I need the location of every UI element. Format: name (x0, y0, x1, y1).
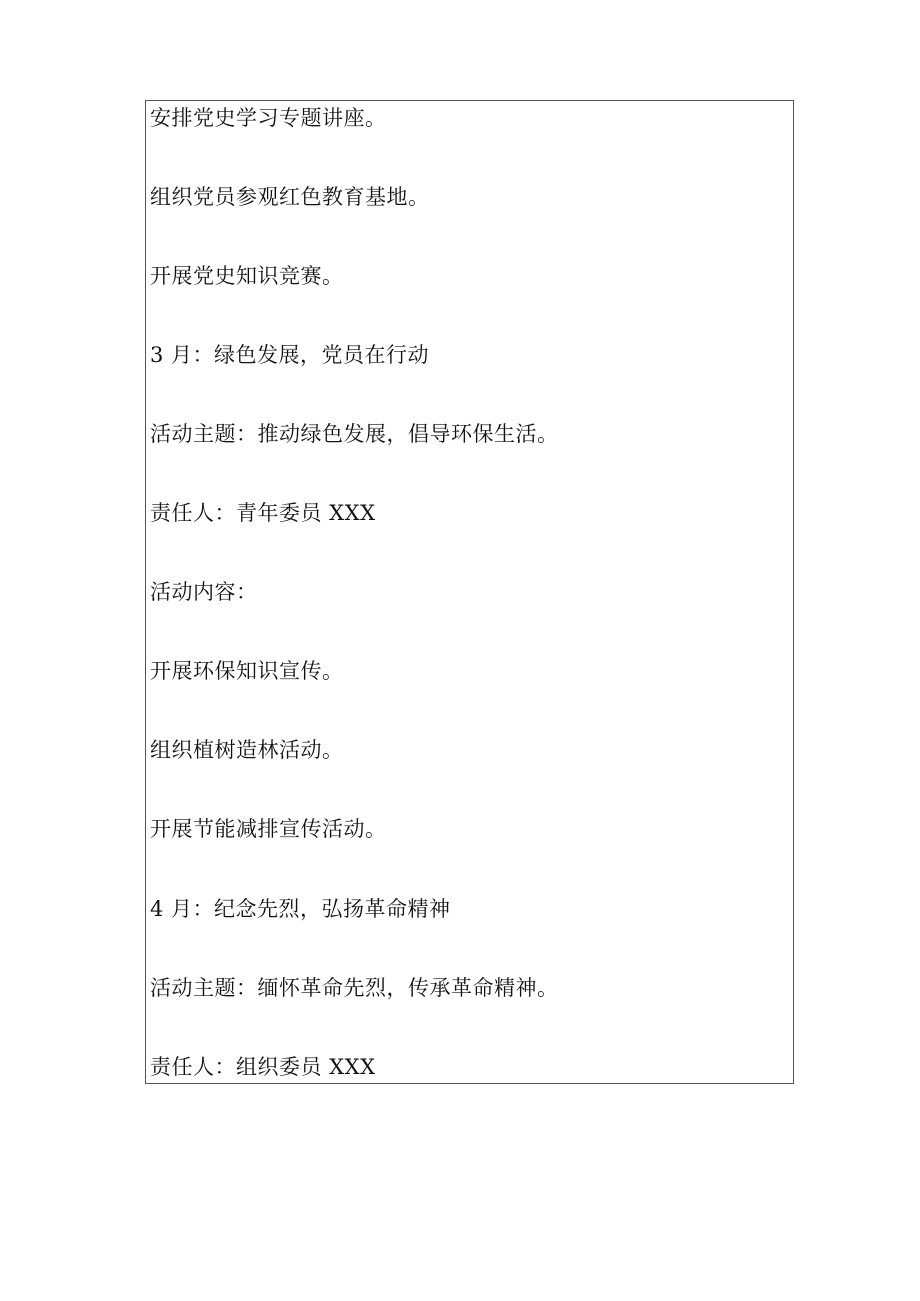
text-line-april-responsible: 责任人：组织委员 XXX (150, 1055, 376, 1079)
text-line-april-theme: 活动主题：缅怀革命先烈，传承革命精神。 (150, 976, 559, 1000)
text-line-energy-saving: 开展节能减排宣传活动。 (150, 817, 387, 841)
text-line-visit-base: 组织党员参观红色教育基地。 (150, 185, 430, 209)
text-line-eco-promotion: 开展环保知识宣传。 (150, 659, 344, 683)
text-line-april-heading: 4 月：纪念先烈，弘扬革命精神 (150, 897, 451, 921)
text-line-quiz: 开展党史知识竞赛。 (150, 264, 344, 288)
text-line-march-heading: 3 月：绿色发展，党员在行动 (150, 343, 430, 367)
text-line-march-theme: 活动主题：推动绿色发展，倡导环保生活。 (150, 422, 559, 446)
content-table-cell (145, 100, 794, 1084)
text-line-tree-planting: 组织植树造林活动。 (150, 738, 344, 762)
text-line-march-responsible: 责任人：青年委员 XXX (150, 501, 376, 525)
text-line-lecture: 安排党史学习专题讲座。 (150, 106, 387, 130)
text-line-activity-content: 活动内容： (150, 580, 258, 604)
